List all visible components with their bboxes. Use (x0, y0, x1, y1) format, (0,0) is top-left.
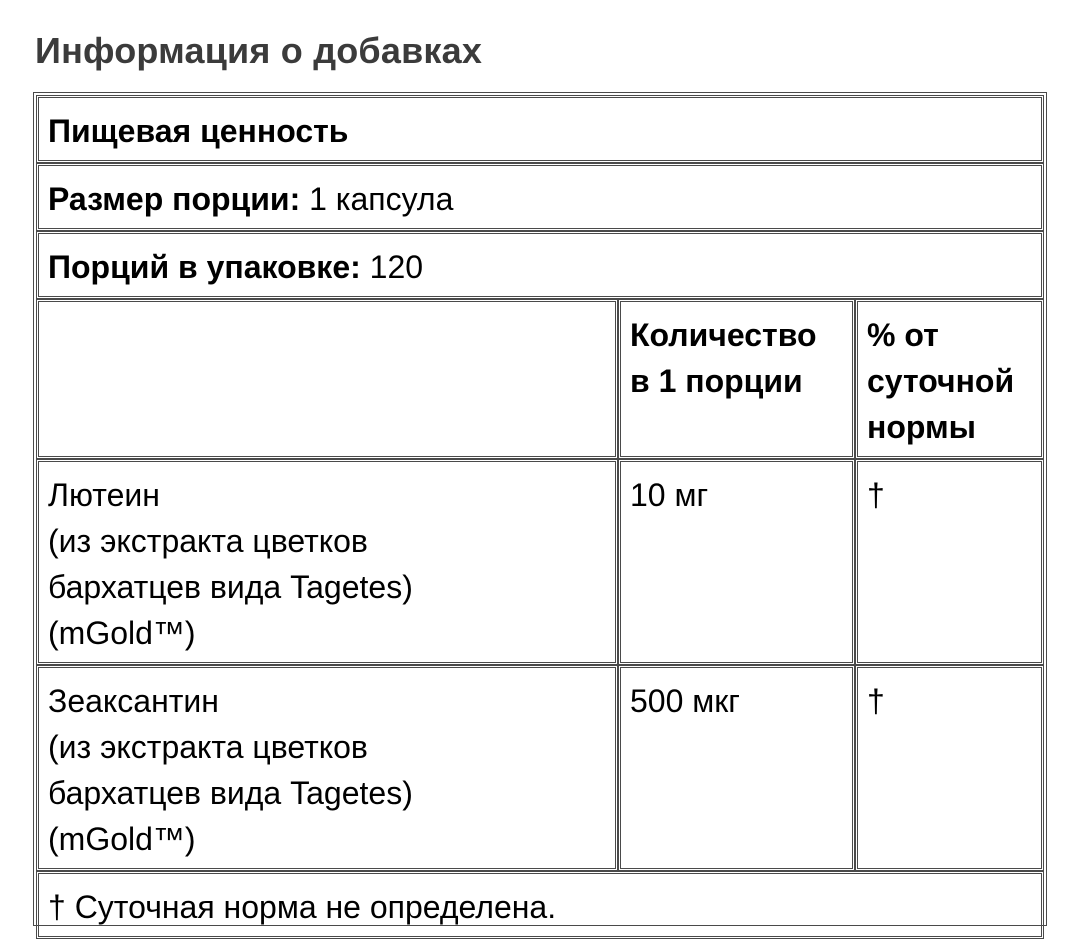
facts-heading: Пищевая ценность (48, 113, 349, 149)
header-amount-line2: в 1 порции (630, 363, 803, 399)
servings-per-container-label: Порций в упаковке: (48, 249, 361, 285)
ingredient-source: бархатцев вида Tagetes) (48, 569, 413, 605)
ingredient-source: (из экстракта цветков (48, 523, 368, 559)
ingredient-amount-cell (618, 665, 855, 871)
ingredient-daily-value-cell (855, 665, 1044, 871)
serving-size-label: Размер порции: (48, 181, 301, 217)
header-amount-line1: Количество (630, 317, 817, 353)
ingredient-name-cell (36, 459, 618, 665)
footnote-cell (36, 871, 1044, 939)
servings-per-container-row (36, 231, 1044, 299)
ingredient-brand: (mGold™) (48, 821, 196, 857)
ingredient-daily-value-cell (855, 459, 1044, 665)
ingredient-amount: 10 мг (630, 477, 709, 513)
serving-size-cell (36, 163, 1044, 231)
servings-per-container-cell (36, 231, 1044, 299)
facts-heading-cell (36, 95, 1044, 163)
header-daily-value-cell (855, 299, 1044, 459)
facts-heading-row (36, 95, 1044, 163)
ingredient-amount-cell (618, 459, 855, 665)
ingredient-source: бархатцев вида Tagetes) (48, 775, 413, 811)
header-dv-line1: % от (867, 317, 939, 353)
header-empty-cell (36, 299, 618, 459)
serving-size-row (36, 163, 1044, 231)
table-row (36, 665, 1044, 871)
page-title: Информация о добавках (35, 30, 483, 71)
table-row (36, 459, 1044, 665)
ingredient-amount: 500 мкг (630, 683, 740, 719)
ingredient-name: Лютеин (48, 477, 160, 513)
ingredient-source: (из экстракта цветков (48, 729, 368, 765)
supplement-facts-table (36, 95, 1044, 939)
ingredient-daily-value: † (867, 477, 885, 513)
ingredient-daily-value: † (867, 683, 885, 719)
serving-size-value: 1 капсула (300, 181, 454, 217)
supplement-facts-panel (33, 92, 1047, 926)
footnote-text: † Суточная норма не определена. (48, 889, 557, 925)
servings-per-container-value: 120 (360, 249, 424, 285)
ingredient-name-cell (36, 665, 618, 871)
ingredient-name: Зеаксантин (48, 683, 219, 719)
column-header-row (36, 299, 1044, 459)
header-dv-line2: суточной (867, 363, 1015, 399)
footnote-row (36, 871, 1044, 939)
header-amount-cell (618, 299, 855, 459)
header-dv-line3: нормы (867, 409, 976, 445)
ingredient-brand: (mGold™) (48, 615, 196, 651)
